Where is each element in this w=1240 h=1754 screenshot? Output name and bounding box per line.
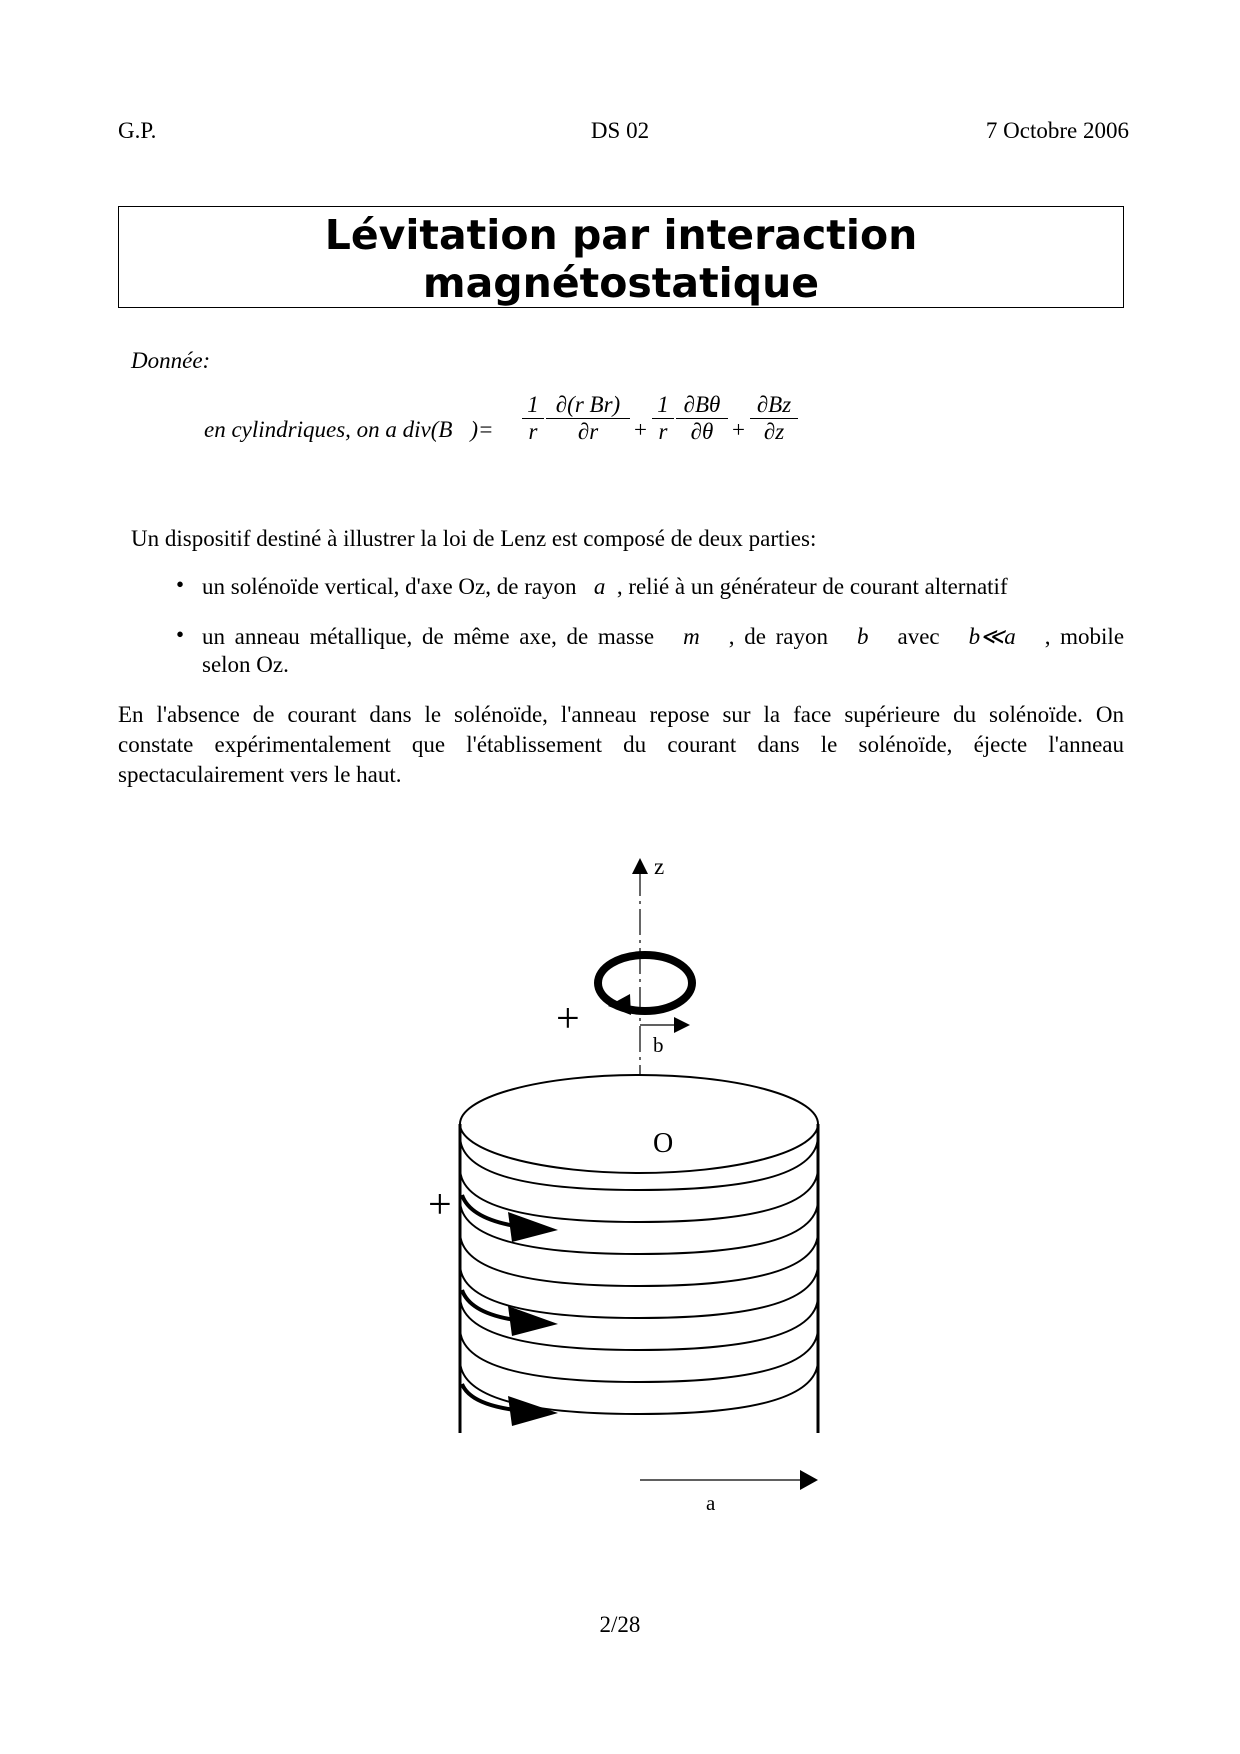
ring-plus-sign: + [556, 996, 580, 1042]
z-label: z [654, 854, 665, 879]
bullet-solenoid: un solénoïde vertical, d'axe Oz, de rayon a , relié à un générateur de courant alternatif [202, 574, 1008, 599]
frac-radial-term: $\frac{\text{∂(r Br)}}{\partial r}$ [546, 392, 630, 445]
header-doc-id: DS 02 [590, 118, 650, 143]
z-axis-arrow [632, 858, 648, 874]
header-author: G.P. [118, 118, 157, 143]
origin-label: O [653, 1128, 674, 1159]
plus-1: + [634, 417, 647, 442]
plus-2: + [732, 417, 745, 442]
bullet-ring-line2: selon Oz. [202, 652, 289, 677]
given-label: Donnée: [131, 348, 211, 373]
bullet-ring: un anneau métallique, de même axe, de masse m , de rayon b avec b≪a , mobile [202, 624, 1125, 649]
title-line-1: Lévitation par interaction [324, 211, 918, 259]
experiment-paragraph: En l'absence de courant dans le solénoïde, l'anneau repose sur la face supérieure du solénoïde. On constate expérimentalement que l'établissement du courant dans le solénoïde, éjecte l'anneau spectaculairement vers le haut. [118, 702, 1124, 787]
solenoid [460, 1075, 818, 1433]
frac-one-over-r-2: $\frac{1}{r}$ [652, 392, 674, 445]
frac-z-term: $\frac{\partial Bz}{\partial z}$ [750, 392, 798, 445]
title-line-2: magnétostatique [422, 259, 820, 307]
a-radius-arrow [800, 1470, 818, 1490]
bullet-dot-1: • [176, 572, 185, 597]
ring-current-arrow [608, 994, 631, 1015]
page-number: 2/28 [599, 1612, 641, 1637]
bullet-dot-2: • [176, 622, 185, 647]
metal-ring [598, 955, 692, 1011]
b-radius-arrow [674, 1017, 690, 1033]
intro-paragraph: Un dispositif destiné à illustrer la loi de Lenz est composé de deux parties: [131, 526, 817, 551]
frac-one-over-r-1: $\frac{1}{r}$ [522, 392, 544, 445]
coil-plus-sign: + [428, 1182, 452, 1228]
a-label: a [706, 1491, 716, 1515]
header-date: 7 Octobre 2006 [985, 118, 1129, 143]
coil-current-arrows [462, 1195, 558, 1426]
formula-lead: en cylindriques, on a div(B⃗)= [204, 417, 494, 442]
frac-theta-term: $\frac{\partial B\theta}{\partial\theta}$ [676, 392, 728, 445]
b-label: b [653, 1033, 664, 1057]
